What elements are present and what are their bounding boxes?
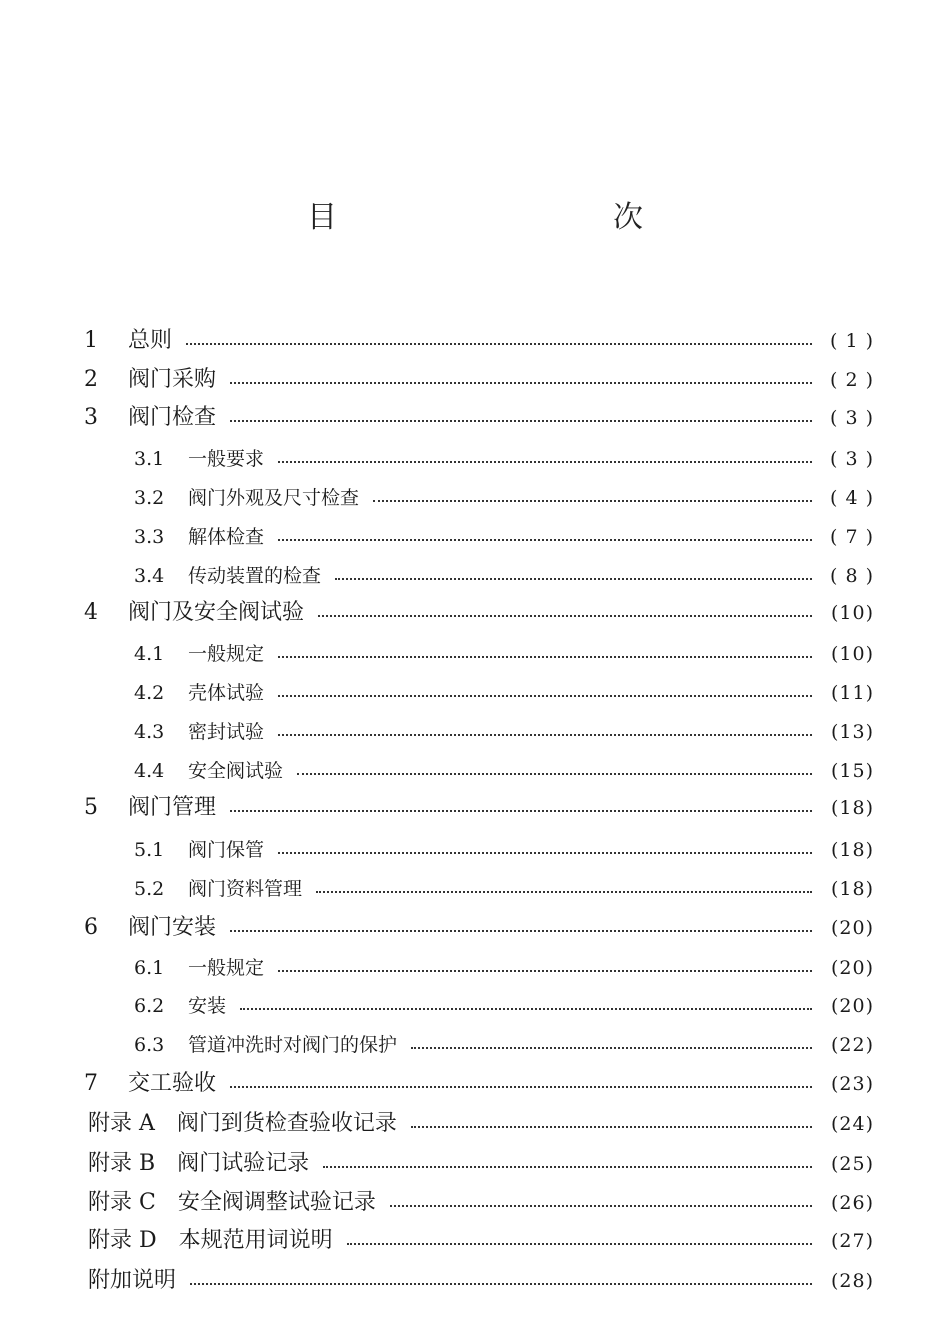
toc-number: 3.1 <box>134 448 165 470</box>
dot-leader <box>347 1243 812 1245</box>
toc-label: 附录 D 本规范用词说明 <box>88 1228 333 1253</box>
dot-leader <box>240 1008 812 1010</box>
toc-number: 4.4 <box>134 760 165 782</box>
toc-entry-3-2[interactable] <box>134 482 874 514</box>
toc-label: 管道冲洗时对阀门的保护 <box>188 1034 398 1056</box>
dot-leader <box>278 656 812 658</box>
toc-label: 阀门外观及尺寸检查 <box>188 487 360 509</box>
toc-entry-appendix-d[interactable] <box>88 1225 874 1257</box>
toc-entry-4-2[interactable] <box>134 677 874 709</box>
toc-entry-5-2[interactable] <box>134 873 874 905</box>
toc-page-number: (26) <box>830 1192 874 1214</box>
toc-page-number: (20) <box>830 917 874 939</box>
dot-leader <box>230 1086 812 1088</box>
dot-leader <box>373 500 812 502</box>
dot-leader <box>230 810 812 812</box>
toc-entry-3[interactable] <box>84 402 874 434</box>
toc-number: 7 <box>84 1071 98 1096</box>
toc-number: 3.3 <box>134 526 165 548</box>
toc-number: 6.1 <box>134 957 165 979</box>
toc-entry-6-2[interactable] <box>134 990 874 1022</box>
toc-number: 3.4 <box>134 565 165 587</box>
toc-page-number: (22) <box>830 1034 874 1056</box>
toc-page-number: ( 3 ) <box>830 407 874 429</box>
dot-leader <box>278 734 812 736</box>
toc-page-number: (27) <box>830 1230 874 1252</box>
toc-number: 6 <box>84 915 98 940</box>
toc-number: 4.2 <box>134 682 165 704</box>
toc-entry-appendix-a[interactable] <box>88 1108 874 1140</box>
toc-page-number: (10) <box>830 643 874 665</box>
toc-entry-6[interactable] <box>84 912 874 944</box>
toc-number: 6.3 <box>134 1034 165 1056</box>
toc-label: 阀门资料管理 <box>188 878 303 900</box>
toc-number: 3.2 <box>134 487 165 509</box>
toc-entry-6-3[interactable] <box>134 1029 874 1061</box>
toc-page-number: (13) <box>830 721 874 743</box>
toc-page-number: (10) <box>830 602 874 624</box>
toc-page-number: (15) <box>830 760 874 782</box>
toc-entry-6-1[interactable] <box>134 952 874 984</box>
toc-page-number: ( 2 ) <box>830 369 874 391</box>
toc-entry-7[interactable] <box>84 1068 874 1100</box>
toc-entry-4[interactable] <box>84 597 874 629</box>
toc-page-number: (23) <box>830 1073 874 1095</box>
dot-leader <box>230 930 812 932</box>
toc-number: 6.2 <box>134 995 165 1017</box>
toc-page-number: (18) <box>830 797 874 819</box>
toc-entry-appendix-c[interactable] <box>88 1187 874 1219</box>
dot-leader <box>278 461 812 463</box>
toc-entry-5[interactable] <box>84 792 874 824</box>
toc-page-number: (20) <box>830 995 874 1017</box>
toc-number: 5.1 <box>134 839 165 861</box>
toc-label: 附加说明 <box>88 1268 177 1293</box>
toc-number: 4.3 <box>134 721 165 743</box>
dot-leader <box>390 1205 812 1207</box>
toc-label: 一般要求 <box>188 448 265 470</box>
toc-number: 5.2 <box>134 878 165 900</box>
toc-label: 密封试验 <box>188 721 265 743</box>
toc-number: 1 <box>84 328 98 353</box>
toc-label: 附录 C 安全阀调整试验记录 <box>88 1190 376 1215</box>
toc-entry-4-3[interactable] <box>134 716 874 748</box>
toc-page-number: (28) <box>830 1270 874 1292</box>
toc-page-number: ( 3 ) <box>830 448 874 470</box>
toc-entry-2[interactable] <box>84 364 874 396</box>
toc-label: 安装 <box>188 995 227 1017</box>
toc-page-number: (18) <box>830 878 874 900</box>
toc-page-number: (18) <box>830 839 874 861</box>
toc-page-number: ( 7 ) <box>830 526 874 548</box>
toc-page-number: (20) <box>830 957 874 979</box>
toc-label: 壳体试验 <box>188 682 265 704</box>
toc-page-number: ( 4 ) <box>830 487 874 509</box>
toc-entry-5-1[interactable] <box>134 834 874 866</box>
toc-label: 交工验收 <box>128 1071 217 1096</box>
toc-label: 附录 B 阀门试验记录 <box>88 1151 310 1176</box>
dot-leader <box>335 578 812 580</box>
dot-leader <box>411 1126 812 1128</box>
toc-label: 阀门安装 <box>128 915 217 940</box>
toc-label: 阀门及安全阀试验 <box>128 600 305 625</box>
toc-entry-4-4[interactable] <box>134 755 874 787</box>
toc-entry-additional-notes[interactable] <box>88 1265 874 1297</box>
toc-label: 阀门保管 <box>188 839 265 861</box>
toc-number: 4 <box>84 600 98 625</box>
dot-leader <box>316 891 812 893</box>
dot-leader <box>190 1283 812 1285</box>
dot-leader <box>278 852 812 854</box>
toc-label: 阀门管理 <box>128 795 217 820</box>
toc-page-number: (11) <box>830 682 874 704</box>
toc-number: 2 <box>84 367 98 392</box>
toc-entry-1[interactable] <box>84 325 874 357</box>
toc-label: 传动装置的检查 <box>188 565 322 587</box>
toc-entry-3-3[interactable] <box>134 521 874 553</box>
toc-label: 安全阀试验 <box>188 760 284 782</box>
toc-entry-appendix-b[interactable] <box>88 1148 874 1180</box>
toc-label: 阀门检查 <box>128 405 217 430</box>
page-title: 目 次 <box>307 200 715 235</box>
dot-leader <box>323 1166 812 1168</box>
dot-leader <box>230 420 812 422</box>
toc-entry-4-1[interactable] <box>134 638 874 670</box>
toc-number: 5 <box>84 795 98 820</box>
dot-leader <box>278 695 812 697</box>
dot-leader <box>278 970 812 972</box>
toc-number: 3 <box>84 405 98 430</box>
toc-page-number: ( 8 ) <box>830 565 874 587</box>
toc-page-number: (25) <box>830 1153 874 1175</box>
toc-page-number: (24) <box>830 1113 874 1135</box>
toc-entry-3-4[interactable] <box>134 560 874 592</box>
toc-number: 4.1 <box>134 643 165 665</box>
toc-entry-3-1[interactable] <box>134 443 874 475</box>
toc-label: 总则 <box>128 328 173 353</box>
toc-label: 一般规定 <box>188 643 265 665</box>
dot-leader <box>230 382 812 384</box>
toc-page-number: ( 1 ) <box>830 330 874 352</box>
dot-leader <box>411 1047 812 1049</box>
dot-leader <box>318 615 812 617</box>
dot-leader <box>186 343 812 345</box>
toc-label: 一般规定 <box>188 957 265 979</box>
toc-label: 附录 A 阀门到货检查验收记录 <box>88 1111 397 1136</box>
dot-leader <box>297 773 812 775</box>
toc-label: 阀门采购 <box>128 367 217 392</box>
toc-label: 解体检查 <box>188 526 265 548</box>
dot-leader <box>278 539 812 541</box>
